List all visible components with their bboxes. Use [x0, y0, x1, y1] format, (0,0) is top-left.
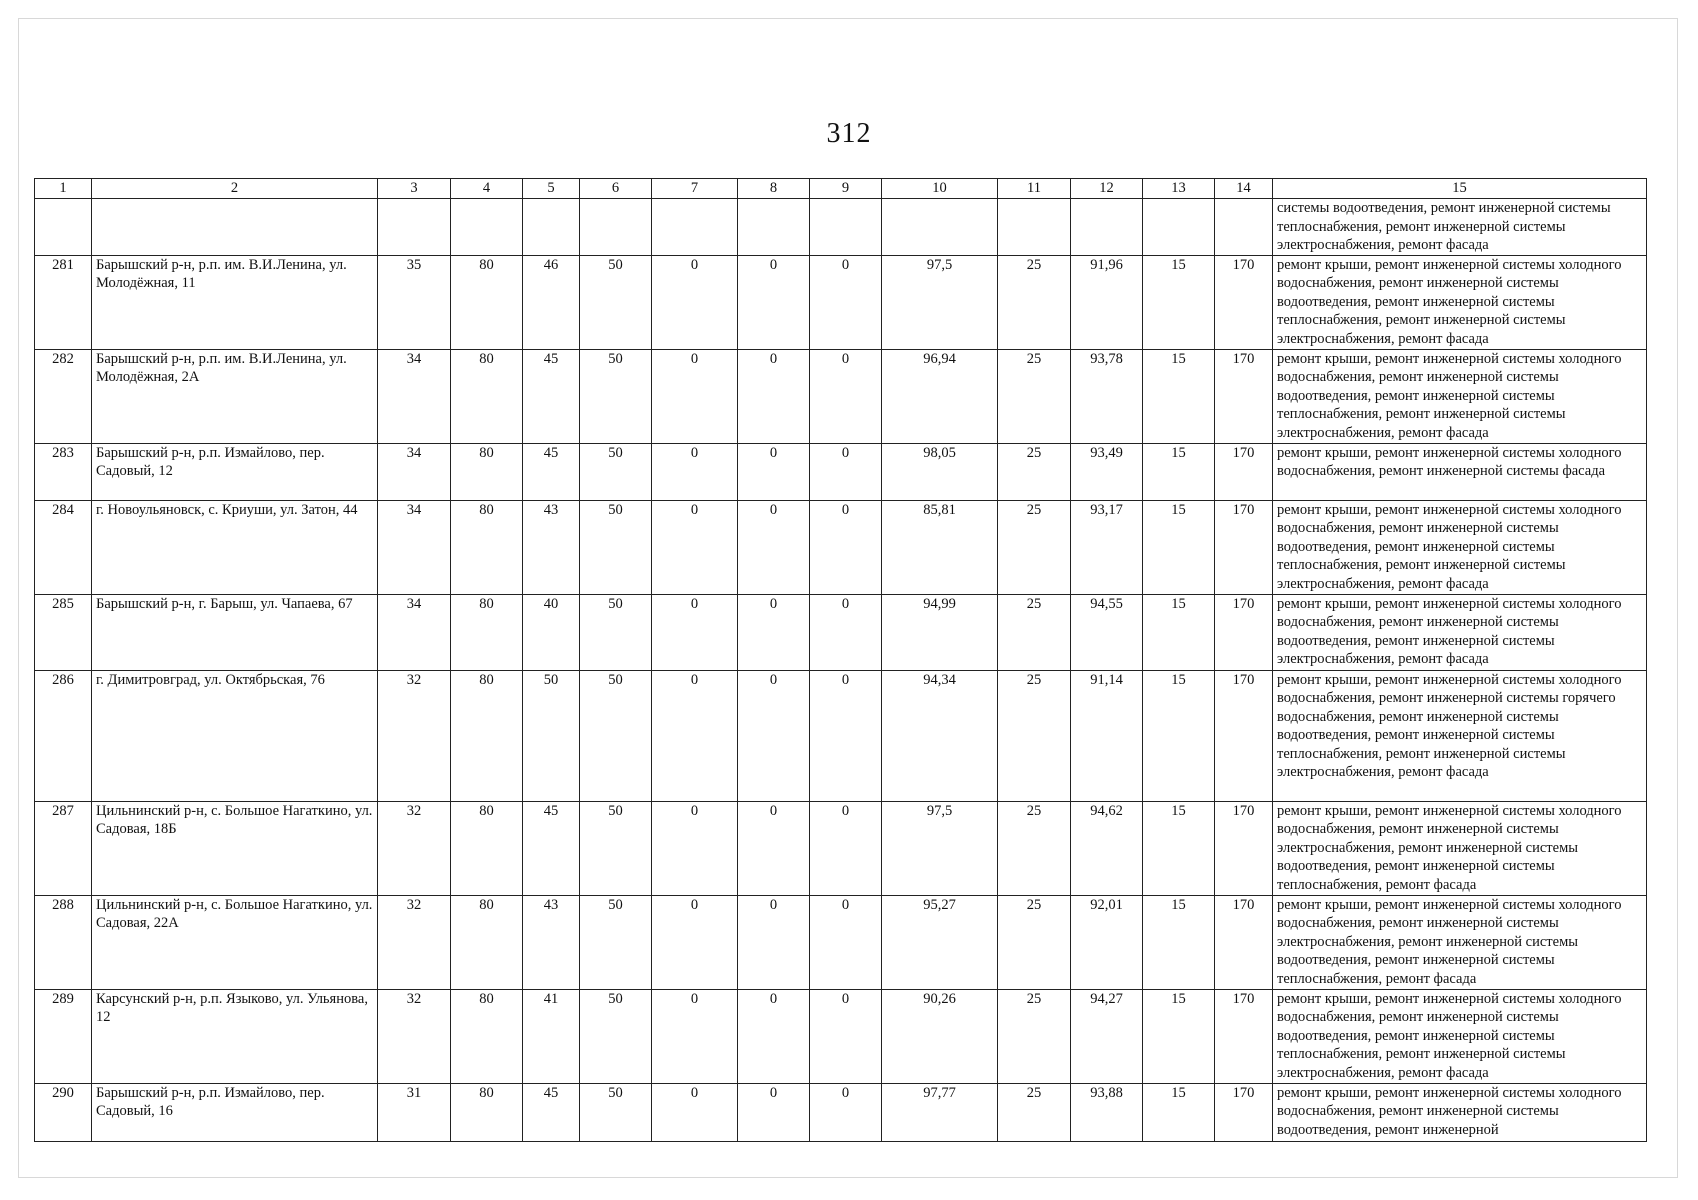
address-cell: г. Новоульяновск, с. Криуши, ул. Затон, 44 — [92, 500, 378, 594]
value-cell-col-13: 15 — [1143, 1083, 1215, 1141]
value-cell-col-5: 45 — [523, 443, 580, 500]
row-number-cell: 285 — [35, 594, 92, 670]
value-cell-col-11: 25 — [998, 594, 1071, 670]
page-number: 312 — [826, 118, 872, 149]
value-cell-col-4: 80 — [451, 255, 523, 349]
value-cell-col-12: 94,27 — [1071, 989, 1143, 1083]
value-cell-col-11: 25 — [998, 500, 1071, 594]
value-cell-col-12: 94,55 — [1071, 594, 1143, 670]
table-row — [35, 801, 1647, 895]
value-cell-col-10: 85,81 — [882, 500, 998, 594]
value-cell-col-9: 0 — [810, 895, 882, 989]
value-cell-col-5: 43 — [523, 895, 580, 989]
work-description-cell: ремонт крыши, ремонт инженерной системы холодного водоснабжения, ремонт инженерной системы водоотведения, ремонт инженерной системы теплоснабжения, ремонт инженерной системы электроснабжения, ремонт фасада — [1273, 349, 1647, 443]
address-cell: Барышский р-н, р.п. Измайлово, пер. Садовый, 16 — [92, 1083, 378, 1141]
work-description-cell: системы водоотведения, ремонт инженерной системы теплоснабжения, ремонт инженерной системы электроснабжения, ремонт фасада — [1273, 199, 1647, 256]
value-cell-col-14: 170 — [1215, 500, 1273, 594]
value-cell-col-3: 34 — [378, 594, 451, 670]
row-number-cell: 287 — [35, 801, 92, 895]
value-cell-col-6: 50 — [580, 500, 652, 594]
value-cell-col-3: 32 — [378, 895, 451, 989]
value-cell-col-4: 80 — [451, 1083, 523, 1141]
value-cell-col-10: 98,05 — [882, 443, 998, 500]
value-cell-col-6: 50 — [580, 801, 652, 895]
value-cell-col-13: 15 — [1143, 349, 1215, 443]
work-description-cell: ремонт крыши, ремонт инженерной системы холодного водоснабжения, ремонт инженерной системы водоотведения, ремонт инженерной системы теплоснабжения, ремонт инженерной системы электроснабжения, ремонт фасада — [1273, 989, 1647, 1083]
value-cell-col-5: 41 — [523, 989, 580, 1083]
value-cell-col-9: 0 — [810, 801, 882, 895]
value-cell-col-3: 34 — [378, 349, 451, 443]
value-cell-col-6: 50 — [580, 989, 652, 1083]
value-cell-col-14 — [1215, 199, 1273, 256]
work-description-cell: ремонт крыши, ремонт инженерной системы холодного водоснабжения, ремонт инженерной системы фасада — [1273, 443, 1647, 500]
table-row — [35, 199, 1647, 256]
work-description-cell: ремонт крыши, ремонт инженерной системы холодного водоснабжения, ремонт инженерной системы электроснабжения, ремонт инженерной системы водоотведения, ремонт инженерной системы теплоснабжения, ремонт фасада — [1273, 895, 1647, 989]
column-header-7: 7 — [652, 179, 738, 199]
column-header-11: 11 — [998, 179, 1071, 199]
value-cell-col-11: 25 — [998, 670, 1071, 801]
work-description-cell: ремонт крыши, ремонт инженерной системы холодного водоснабжения, ремонт инженерной системы водоотведения, ремонт инженерной системы теплоснабжения, ремонт инженерной системы электроснабжения, ремонт фасада — [1273, 255, 1647, 349]
value-cell-col-13: 15 — [1143, 989, 1215, 1083]
value-cell-col-10: 95,27 — [882, 895, 998, 989]
work-description-cell: ремонт крыши, ремонт инженерной системы холодного водоснабжения, ремонт инженерной системы водоотведения, ремонт инженерной — [1273, 1083, 1647, 1141]
value-cell-col-11: 25 — [998, 801, 1071, 895]
row-number-cell: 288 — [35, 895, 92, 989]
address-cell: Карсунский р-н, р.п. Языково, ул. Ульянова, 12 — [92, 989, 378, 1083]
table-row — [35, 594, 1647, 670]
value-cell-col-14: 170 — [1215, 895, 1273, 989]
column-header-4: 4 — [451, 179, 523, 199]
row-number-cell: 282 — [35, 349, 92, 443]
value-cell-col-8: 0 — [738, 349, 810, 443]
value-cell-col-12: 93,17 — [1071, 500, 1143, 594]
value-cell-col-8: 0 — [738, 1083, 810, 1141]
value-cell-col-14: 170 — [1215, 594, 1273, 670]
value-cell-col-3: 34 — [378, 500, 451, 594]
value-cell-col-6: 50 — [580, 255, 652, 349]
value-cell-col-7: 0 — [652, 500, 738, 594]
value-cell-col-12: 93,78 — [1071, 349, 1143, 443]
address-cell: Барышский р-н, р.п. им. В.И.Ленина, ул. Молодёжная, 11 — [92, 255, 378, 349]
value-cell-col-5: 50 — [523, 670, 580, 801]
address-cell — [92, 199, 378, 256]
value-cell-col-9: 0 — [810, 594, 882, 670]
row-number-cell — [35, 199, 92, 256]
value-cell-col-5: 40 — [523, 594, 580, 670]
value-cell-col-6: 50 — [580, 594, 652, 670]
value-cell-col-12: 93,49 — [1071, 443, 1143, 500]
value-cell-col-7: 0 — [652, 443, 738, 500]
address-cell: Цильнинский р-н, с. Большое Нагаткино, ул. Садовая, 22А — [92, 895, 378, 989]
value-cell-col-8: 0 — [738, 801, 810, 895]
column-header-5: 5 — [523, 179, 580, 199]
column-header-6: 6 — [580, 179, 652, 199]
value-cell-col-3: 32 — [378, 670, 451, 801]
value-cell-col-8: 0 — [738, 670, 810, 801]
value-cell-col-13: 15 — [1143, 895, 1215, 989]
value-cell-col-14: 170 — [1215, 443, 1273, 500]
value-cell-col-5: 46 — [523, 255, 580, 349]
work-description-cell: ремонт крыши, ремонт инженерной системы холодного водоснабжения, ремонт инженерной системы водоотведения, ремонт инженерной системы электроснабжения, ремонт фасада — [1273, 594, 1647, 670]
value-cell-col-3: 34 — [378, 443, 451, 500]
table-row — [35, 670, 1647, 801]
work-description-cell: ремонт крыши, ремонт инженерной системы холодного водоснабжения, ремонт инженерной системы горячего водоснабжения, ремонт инженерной системы водоотведения, ремонт инженерной системы теплоснабжения, ремонт инженерной системы электроснабжения, ремонт фасада — [1273, 670, 1647, 801]
value-cell-col-3: 32 — [378, 989, 451, 1083]
value-cell-col-10 — [882, 199, 998, 256]
value-cell-col-14: 170 — [1215, 1083, 1273, 1141]
value-cell-col-7 — [652, 199, 738, 256]
header-row — [35, 179, 1647, 199]
column-header-9: 9 — [810, 179, 882, 199]
value-cell-col-9: 0 — [810, 670, 882, 801]
row-number-cell: 290 — [35, 1083, 92, 1141]
value-cell-col-3: 32 — [378, 801, 451, 895]
table-row — [35, 500, 1647, 594]
value-cell-col-9: 0 — [810, 989, 882, 1083]
address-cell: г. Димитровград, ул. Октябрьская, 76 — [92, 670, 378, 801]
value-cell-col-12: 91,14 — [1071, 670, 1143, 801]
value-cell-col-7: 0 — [652, 895, 738, 989]
address-cell: Цильнинский р-н, с. Большое Нагаткино, ул. Садовая, 18Б — [92, 801, 378, 895]
column-header-15: 15 — [1273, 179, 1647, 199]
value-cell-col-7: 0 — [652, 255, 738, 349]
value-cell-col-4: 80 — [451, 594, 523, 670]
value-cell-col-7: 0 — [652, 801, 738, 895]
table-row — [35, 989, 1647, 1083]
value-cell-col-11: 25 — [998, 895, 1071, 989]
work-description-cell: ремонт крыши, ремонт инженерной системы холодного водоснабжения, ремонт инженерной системы электроснабжения, ремонт инженерной системы водоотведения, ремонт инженерной системы теплоснабжения, ремонт фасада — [1273, 801, 1647, 895]
value-cell-col-4: 80 — [451, 349, 523, 443]
value-cell-col-6: 50 — [580, 349, 652, 443]
value-cell-col-6: 50 — [580, 895, 652, 989]
value-cell-col-6: 50 — [580, 443, 652, 500]
value-cell-col-14: 170 — [1215, 801, 1273, 895]
column-header-8: 8 — [738, 179, 810, 199]
value-cell-col-9 — [810, 199, 882, 256]
row-number-cell: 283 — [35, 443, 92, 500]
value-cell-col-5 — [523, 199, 580, 256]
value-cell-col-10: 94,34 — [882, 670, 998, 801]
value-cell-col-10: 90,26 — [882, 989, 998, 1083]
value-cell-col-4: 80 — [451, 895, 523, 989]
value-cell-col-10: 97,5 — [882, 255, 998, 349]
value-cell-col-14: 170 — [1215, 670, 1273, 801]
value-cell-col-6: 50 — [580, 1083, 652, 1141]
value-cell-col-5: 45 — [523, 1083, 580, 1141]
value-cell-col-11: 25 — [998, 443, 1071, 500]
table-row — [35, 255, 1647, 349]
row-number-cell: 289 — [35, 989, 92, 1083]
table-row — [35, 349, 1647, 443]
value-cell-col-11: 25 — [998, 1083, 1071, 1141]
column-header-13: 13 — [1143, 179, 1215, 199]
address-cell: Барышский р-н, р.п. Измайлово, пер. Садовый, 12 — [92, 443, 378, 500]
value-cell-col-8: 0 — [738, 594, 810, 670]
value-cell-col-8: 0 — [738, 255, 810, 349]
value-cell-col-3: 31 — [378, 1083, 451, 1141]
table-row — [35, 1083, 1647, 1141]
value-cell-col-5: 43 — [523, 500, 580, 594]
value-cell-col-12: 94,62 — [1071, 801, 1143, 895]
work-description-cell: ремонт крыши, ремонт инженерной системы холодного водоснабжения, ремонт инженерной системы водоотведения, ремонт инженерной системы теплоснабжения, ремонт инженерной системы электроснабжения, ремонт фасада — [1273, 500, 1647, 594]
value-cell-col-13: 15 — [1143, 443, 1215, 500]
value-cell-col-8: 0 — [738, 500, 810, 594]
value-cell-col-7: 0 — [652, 594, 738, 670]
value-cell-col-13 — [1143, 199, 1215, 256]
value-cell-col-5: 45 — [523, 801, 580, 895]
value-cell-col-5: 45 — [523, 349, 580, 443]
value-cell-col-13: 15 — [1143, 801, 1215, 895]
value-cell-col-3: 35 — [378, 255, 451, 349]
table-row — [35, 895, 1647, 989]
value-cell-col-12: 92,01 — [1071, 895, 1143, 989]
value-cell-col-11: 25 — [998, 989, 1071, 1083]
value-cell-col-4: 80 — [451, 989, 523, 1083]
value-cell-col-6 — [580, 199, 652, 256]
value-cell-col-4: 80 — [451, 500, 523, 594]
value-cell-col-9: 0 — [810, 443, 882, 500]
table-row — [35, 443, 1647, 500]
value-cell-col-14: 170 — [1215, 349, 1273, 443]
value-cell-col-7: 0 — [652, 989, 738, 1083]
value-cell-col-12 — [1071, 199, 1143, 256]
value-cell-col-8: 0 — [738, 443, 810, 500]
column-header-12: 12 — [1071, 179, 1143, 199]
value-cell-col-8: 0 — [738, 895, 810, 989]
column-header-14: 14 — [1215, 179, 1273, 199]
value-cell-col-4 — [451, 199, 523, 256]
value-cell-col-4: 80 — [451, 801, 523, 895]
value-cell-col-13: 15 — [1143, 594, 1215, 670]
value-cell-col-9: 0 — [810, 1083, 882, 1141]
value-cell-col-4: 80 — [451, 670, 523, 801]
address-cell: Барышский р-н, р.п. им. В.И.Ленина, ул. Молодёжная, 2А — [92, 349, 378, 443]
value-cell-col-10: 94,99 — [882, 594, 998, 670]
row-number-cell: 284 — [35, 500, 92, 594]
value-cell-col-11: 25 — [998, 255, 1071, 349]
address-cell: Барышский р-н, г. Барыш, ул. Чапаева, 67 — [92, 594, 378, 670]
value-cell-col-13: 15 — [1143, 500, 1215, 594]
value-cell-col-14: 170 — [1215, 989, 1273, 1083]
value-cell-col-10: 97,5 — [882, 801, 998, 895]
value-cell-col-14: 170 — [1215, 255, 1273, 349]
value-cell-col-10: 96,94 — [882, 349, 998, 443]
value-cell-col-10: 97,77 — [882, 1083, 998, 1141]
value-cell-col-11 — [998, 199, 1071, 256]
value-cell-col-12: 93,88 — [1071, 1083, 1143, 1141]
value-cell-col-7: 0 — [652, 349, 738, 443]
value-cell-col-8 — [738, 199, 810, 256]
data-table — [34, 178, 1647, 1142]
column-header-1: 1 — [35, 179, 92, 199]
value-cell-col-13: 15 — [1143, 255, 1215, 349]
value-cell-col-7: 0 — [652, 670, 738, 801]
value-cell-col-13: 15 — [1143, 670, 1215, 801]
value-cell-col-9: 0 — [810, 500, 882, 594]
value-cell-col-4: 80 — [451, 443, 523, 500]
value-cell-col-7: 0 — [652, 1083, 738, 1141]
value-cell-col-8: 0 — [738, 989, 810, 1083]
value-cell-col-6: 50 — [580, 670, 652, 801]
row-number-cell: 281 — [35, 255, 92, 349]
value-cell-col-11: 25 — [998, 349, 1071, 443]
value-cell-col-9: 0 — [810, 349, 882, 443]
value-cell-col-3 — [378, 199, 451, 256]
value-cell-col-9: 0 — [810, 255, 882, 349]
row-number-cell: 286 — [35, 670, 92, 801]
column-header-3: 3 — [378, 179, 451, 199]
column-header-2: 2 — [92, 179, 378, 199]
column-header-10: 10 — [882, 179, 998, 199]
value-cell-col-12: 91,96 — [1071, 255, 1143, 349]
